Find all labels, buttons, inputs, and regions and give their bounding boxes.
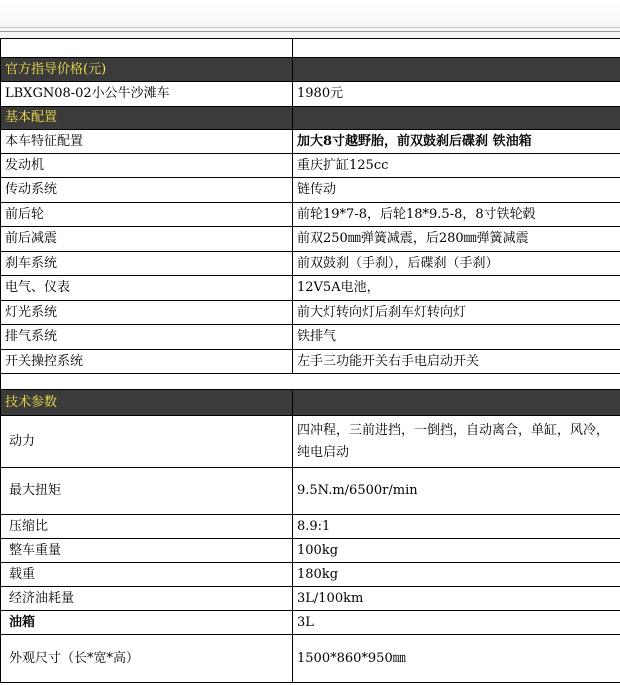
blank-cell: [1, 39, 293, 58]
tech-row: [1, 468, 620, 515]
price-header: 官方指导价格(元): [1, 58, 293, 82]
config-row: [1, 301, 620, 325]
tech-header-fill: [293, 390, 620, 416]
tech-value: 3L: [293, 611, 620, 635]
tech-header-row: [1, 390, 620, 416]
section-gap: [1, 374, 620, 390]
config-label: 前后轮: [1, 203, 293, 227]
basic-config-header-fill: [293, 107, 620, 130]
gap-cell: [1, 374, 293, 390]
basic-config-title: 基本配置: [1, 107, 293, 130]
spec-table: [0, 38, 620, 683]
config-value: 前轮19*7-8，后轮18*9.5-8，8寸铁轮毂: [293, 203, 620, 227]
tech-row: [1, 611, 620, 635]
tech-value: 四冲程，三前进挡，一倒挡，自动离合，单缸，风冷，纯电启动: [293, 416, 620, 468]
config-row: [1, 325, 620, 350]
config-label: 排气系统: [1, 325, 293, 350]
price-header-fill: [293, 58, 620, 82]
config-value: 铁排气: [293, 325, 620, 350]
tech-value: 100kg: [293, 539, 620, 563]
config-label: 刹车系统: [1, 252, 293, 276]
tech-label: 整车重量: [1, 539, 293, 563]
top-divider: [0, 27, 620, 28]
config-label: 电气、仪表: [1, 276, 293, 301]
config-label: 前后减震: [1, 227, 293, 252]
config-value: 12V5A电池，: [293, 276, 620, 301]
config-row: [1, 178, 620, 203]
tech-label: 外观尺寸（长*宽*高）: [1, 635, 293, 683]
config-value: 重庆扩缸125cc: [293, 154, 620, 178]
tech-label: 载重: [1, 563, 293, 587]
tech-value: 180kg: [293, 563, 620, 587]
config-value: 左手三功能开关右手电启动开关: [293, 350, 620, 374]
config-row: [1, 203, 620, 227]
config-row: [1, 276, 620, 301]
tech-row: [1, 416, 620, 468]
blank-row: [1, 39, 620, 58]
model-name: LBXGN08-02小公牛沙滩车: [1, 82, 293, 107]
top-divider-dark: [0, 31, 620, 32]
tech-row: [1, 635, 620, 683]
page-top-strip: [0, 0, 620, 38]
feature-label: 本车特征配置: [1, 130, 293, 154]
tech-value: 9.5N.m/6500r/min: [293, 468, 620, 515]
model-row: [1, 82, 620, 107]
config-value: 前双250㎜弹簧减震，后280㎜弹簧减震: [293, 227, 620, 252]
config-value: 链传动: [293, 178, 620, 203]
tech-row: [1, 587, 620, 611]
config-row: [1, 350, 620, 374]
config-label: 发动机: [1, 154, 293, 178]
model-price: 1980元: [293, 82, 620, 107]
tech-label: 油箱: [1, 611, 293, 635]
config-label: 开关操控系统: [1, 350, 293, 374]
feature-row: [1, 130, 620, 154]
tech-row: [1, 563, 620, 587]
tech-label: 经济油耗量: [1, 587, 293, 611]
tech-params-title: 技术参数: [1, 390, 293, 416]
config-label: 灯光系统: [1, 301, 293, 325]
blank-cell: [293, 39, 620, 58]
config-value: 前双鼓刹（手刹），后碟刹（手刹）: [293, 252, 620, 276]
config-row: [1, 154, 620, 178]
tech-value: 8.9:1: [293, 515, 620, 539]
tech-label: 动力: [1, 416, 293, 468]
config-row: [1, 227, 620, 252]
config-label: 传动系统: [1, 178, 293, 203]
feature-value: 加大8寸越野胎，前双鼓刹后碟刹 铁油箱: [293, 130, 620, 154]
basic-config-header-row: [1, 107, 620, 130]
tech-label: 最大扭矩: [1, 468, 293, 515]
tech-label: 压缩比: [1, 515, 293, 539]
tech-row: [1, 515, 620, 539]
config-value: 前大灯转向灯后刹车灯转向灯: [293, 301, 620, 325]
tech-row: [1, 539, 620, 563]
tech-value: 1500*860*950㎜: [293, 635, 620, 683]
price-header-row: [1, 58, 620, 82]
tech-value: 3L/100km: [293, 587, 620, 611]
config-row: [1, 252, 620, 276]
gap-cell: [293, 374, 620, 390]
